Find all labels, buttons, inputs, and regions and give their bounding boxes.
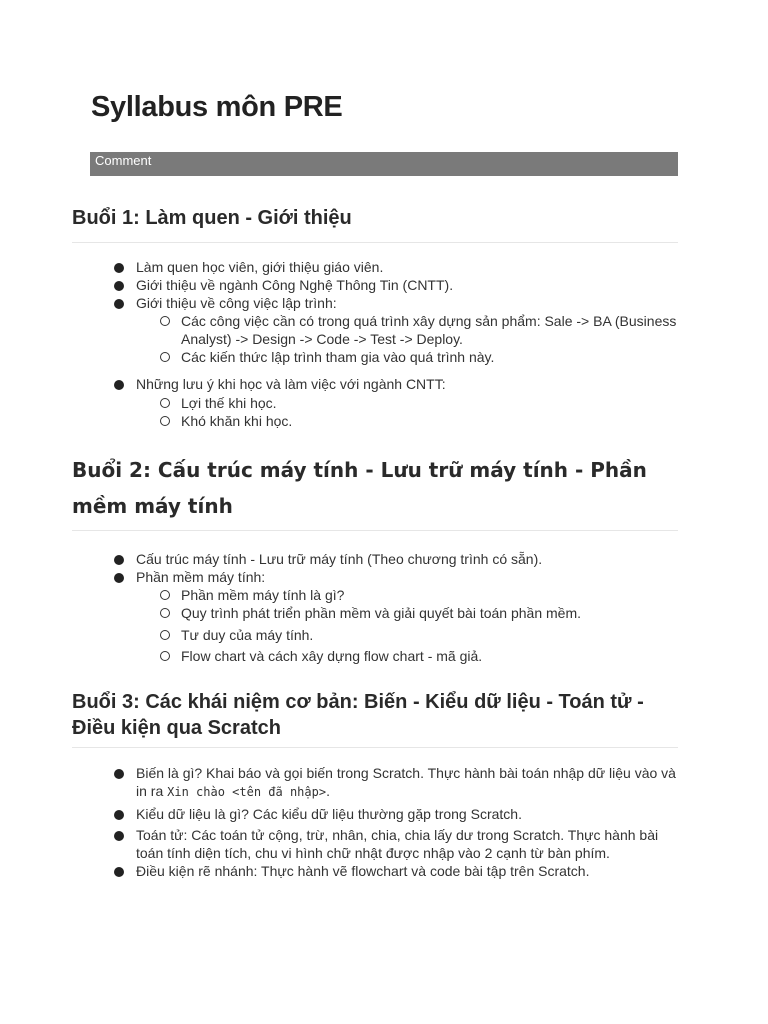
sublist-item [136, 394, 678, 412]
bullet-icon [114, 380, 124, 390]
session-1-list [72, 258, 678, 430]
sublist-item-text: Lợi thế khi học. [181, 395, 277, 411]
list-item-text: Kiểu dữ liệu là gì? Các kiểu dữ liệu thường gặp trong Scratch. [136, 806, 522, 822]
sublist-item [136, 586, 678, 604]
sublist-item [136, 312, 678, 348]
divider [72, 747, 678, 748]
bullet-icon [114, 769, 124, 779]
sublist-item-text: Phần mềm máy tính là gì? [181, 587, 345, 603]
session-2-heading: Buổi 2: Cấu trúc máy tính - Lưu trữ máy tính - Phần mềm máy tính [72, 458, 647, 518]
list-item [72, 276, 678, 294]
bullet-icon [114, 299, 124, 309]
list-item-text: Điều kiện rẽ nhánh: Thực hành vẽ flowchart và code bài tập trên Scratch. [136, 863, 590, 879]
code-suffix: . [326, 783, 330, 799]
session-3-heading: Buổi 3: Các khái niệm cơ bản: Biến - Kiểu dữ liệu - Toán tử - Điều kiện qua Scratch [72, 691, 644, 739]
list-item-text: Biến là gì? Khai báo và gọi biến trong Scratch. Thực hành bài toán nhập dữ liệu vào và in ra [136, 765, 676, 799]
list-item [72, 568, 678, 665]
list-item-text: Giới thiệu về công việc lập trình: [136, 295, 337, 311]
list-item-text: Phần mềm máy tính: [136, 569, 266, 585]
sublist-item-text: Quy trình phát triển phần mềm và giải quyết bài toán phần mềm. [181, 605, 582, 621]
circle-bullet-icon [160, 608, 170, 618]
circle-bullet-icon [160, 651, 170, 661]
circle-bullet-icon [160, 416, 170, 426]
list-item-text: Làm quen học viên, giới thiệu giáo viên. [136, 259, 384, 275]
sublist-item-text: Flow chart và cách xây dựng flow chart - mã giả. [181, 648, 483, 664]
code-snippet: Xin chào <tên đã nhập> [167, 785, 327, 799]
circle-bullet-icon [160, 590, 170, 600]
circle-bullet-icon [160, 398, 170, 408]
comment-bar[interactable] [90, 152, 678, 176]
list-item [72, 258, 678, 276]
circle-bullet-icon [160, 630, 170, 640]
comment-label: Comment [95, 153, 152, 168]
list-item [72, 294, 678, 366]
sublist-item-text: Các công việc cần có trong quá trình xây dựng sản phẩm: Sale -> BA (Business Analyst) -> Design -> Code -> Test -> Deploy. [181, 313, 677, 347]
session-1 [72, 200, 678, 430]
page-title: Syllabus môn PRE [91, 91, 343, 123]
sublist-item [136, 604, 678, 622]
list-item [72, 764, 678, 801]
circle-bullet-icon [160, 316, 170, 326]
sublist-item-text: Các kiến thức lập trình tham gia vào quá trình này. [181, 349, 495, 365]
list-item-text: Cấu trúc máy tính - Lưu trữ máy tính (Theo chương trình có sẵn). [136, 551, 543, 567]
circle-bullet-icon [160, 352, 170, 362]
sublist [136, 312, 678, 366]
sublist [136, 394, 678, 430]
list-item-text: Toán tử: Các toán tử cộng, trừ, nhân, chia, chia lấy dư trong Scratch. Thực hành bài toán tính diện tích, chu vi hình chữ nhật được nhập vào 2 cạnh từ bàn phím. [136, 827, 659, 861]
list-item-text: Những lưu ý khi học và làm việc với ngành CNTT: [136, 376, 446, 392]
session-2 [72, 452, 678, 665]
list-item [72, 550, 678, 568]
divider [72, 242, 678, 243]
session-3 [72, 689, 678, 880]
bullet-icon [114, 555, 124, 565]
bullet-icon [114, 573, 124, 583]
list-item [72, 826, 678, 862]
sublist-item [136, 626, 678, 644]
list-item [72, 375, 678, 430]
divider [72, 530, 678, 531]
session-3-list [72, 764, 678, 880]
sublist-item [136, 412, 678, 430]
bullet-icon [114, 263, 124, 273]
bullet-icon [114, 867, 124, 877]
list-item [72, 862, 678, 880]
sublist-item [136, 647, 678, 665]
sublist-item [136, 348, 678, 366]
sublist-item-text: Tư duy của máy tính. [181, 627, 314, 643]
bullet-icon [114, 281, 124, 291]
session-2-list [72, 550, 678, 665]
sublist-item-text: Khó khăn khi học. [181, 413, 293, 429]
bullet-icon [114, 810, 124, 820]
session-1-heading: Buổi 1: Làm quen - Giới thiệu [72, 207, 352, 229]
sublist [136, 586, 678, 665]
list-item-text: Giới thiệu về ngành Công Nghệ Thông Tin (CNTT). [136, 277, 454, 293]
list-item [72, 805, 678, 823]
bullet-icon [114, 831, 124, 841]
